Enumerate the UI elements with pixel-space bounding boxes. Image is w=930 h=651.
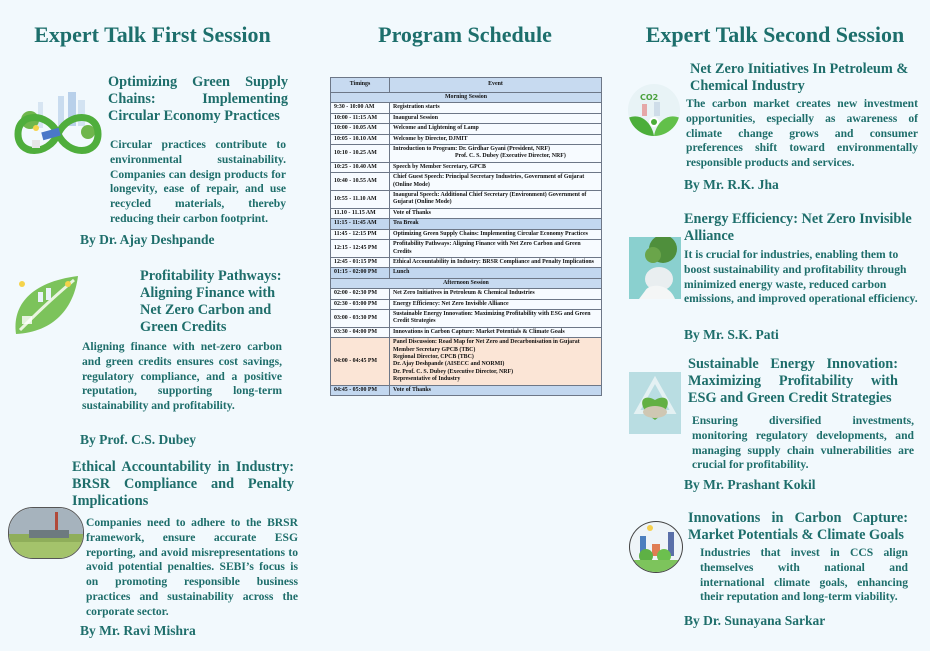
row-time: 10:00 - 11:15 AM [331, 113, 390, 123]
table-row [331, 162, 602, 172]
row-event [390, 268, 602, 278]
event-line: Dr. Ajay Deshpande (AISECC and NORMI) [393, 361, 505, 368]
expert-talk-first-session [0, 0, 305, 651]
event-line: Prof. C. S. Dubey (Executive Director, NRF) [455, 153, 566, 160]
row-time: 12:15 - 12:45 PM [331, 240, 390, 258]
talk-description-text: It is crucial for industries, enabling them to boost sustainability and profitability through minimized energy waste, reduced carbon emissions, and improved operational efficiency. [684, 248, 918, 306]
co2-label: CO2 [640, 93, 659, 102]
green-leaf-city-image [8, 272, 82, 338]
event-line: Tea Break [393, 220, 419, 227]
event-line: Energy Efficiency: Net Zero Invisible Alliance [393, 300, 509, 307]
event-line: Vote of Thanks [393, 386, 431, 393]
event-line: Dr. Prof. C. S. Dubey (Executive Director, NRF) [393, 368, 514, 375]
event-line: Welcome and Lightening of Lamp [393, 125, 479, 132]
row-event [390, 309, 602, 327]
talk-title: Innovations in Carbon Capture: Market Potentials & Climate Goals [688, 510, 908, 543]
table-row [331, 113, 602, 123]
row-event [390, 229, 602, 239]
section-heading: Expert Talk First Session [34, 22, 271, 47]
column-header-timings: Timings [331, 78, 390, 93]
event-line: Sustainable Energy Innovation: Maximizing Profitability with ESG and Green Credit Strategies [393, 310, 591, 325]
table-row [331, 268, 602, 278]
table-row [331, 229, 602, 239]
talk-description [110, 138, 286, 227]
table-row [331, 338, 602, 385]
table-row [331, 309, 602, 327]
row-time: 03:30 - 04:00 PM [331, 327, 390, 337]
recycle-heart-image [629, 372, 681, 434]
event-line: Ethical Accountability in Industry: BRSR Compliance and Penalty Implications [393, 258, 594, 265]
column-header-event: Event [390, 78, 602, 93]
row-time: 11:15 - 11:45 AM [331, 219, 390, 229]
talk-description-text: Companies need to adhere to the BRSR framework, ensure accurate ESG reporting, and avoid misrepresentations to avoid potential penalties. SEBI’s focus is on promoting responsible business practices and sustainability across the corporate sector. [86, 516, 298, 618]
talk-card [684, 211, 916, 245]
table-row [331, 327, 602, 337]
schedule-table [330, 77, 602, 396]
row-event [390, 299, 602, 309]
table-row [331, 240, 602, 258]
talk-description [82, 340, 282, 414]
talk-speaker: By Mr. S.K. Pati [684, 327, 779, 342]
row-time: 10:10 - 10.25 AM [331, 145, 390, 163]
industrial-chimney-image [8, 507, 84, 559]
row-time: 10:40 - 10.55 AM [331, 173, 390, 191]
co2-city-leaf-image [628, 84, 680, 136]
row-time: 11.10 - 11.15 AM [331, 208, 390, 218]
event-line: Profitability Pathways: Aligning Finance with Net Zero Carbon and Green Credits [393, 241, 581, 255]
row-time: 11:45 - 12:15 PM [331, 229, 390, 239]
row-event [390, 191, 602, 209]
row-time: 04:45 - 05:00 PM [331, 385, 390, 395]
row-time: 10:55 - 11.10 AM [331, 191, 390, 209]
event-line: Speech by Member Secretary, GPCB [393, 163, 486, 170]
event-line: Innovations in Carbon Capture: Market Potentials & Climate Goals [393, 328, 565, 335]
row-event [390, 338, 602, 385]
event-line: (Online Mode) [393, 181, 430, 188]
talk-title: Net Zero Initiatives In Petroleum & Chemical Industry [690, 61, 909, 94]
event-line: Welcome by Director, DJMIT [393, 135, 468, 142]
talk-description-text: Aligning finance with net-zero carbon and green credits ensures cost savings, regulatory compliance, and a positive reputation, supporting long-term sustainability and profitability. [82, 340, 282, 413]
row-time: 10:05 - 10.10 AM [331, 134, 390, 144]
session-label: Afternoon Session [331, 278, 602, 288]
row-time: 03:00 - 03:30 PM [331, 309, 390, 327]
talk-description [700, 546, 908, 605]
talk-speaker: By Mr. R.K. Jha [684, 177, 779, 192]
talk-card [688, 510, 908, 544]
program-schedule [320, 0, 610, 651]
row-time: 02:00 - 02:30 PM [331, 289, 390, 299]
talk-card [108, 74, 288, 125]
talk-description-text: The carbon market creates new investment opportunities, especially as awareness of climate change grows and consumer preferences shift toward environmentally responsible products and services. [686, 97, 918, 170]
table-row [331, 124, 602, 134]
table-row [331, 385, 602, 395]
table-row [331, 208, 602, 218]
event-line: Representative of Industry [393, 376, 461, 383]
row-time: 9:30 - 10:00 AM [331, 103, 390, 113]
event-line: Inaugural Session [393, 114, 439, 121]
event-line: Optimizing Green Supply Chains: Implementing Circular Economy Practices [393, 230, 588, 237]
table-row [331, 173, 602, 191]
session-header-row [331, 278, 602, 288]
talk-description-text: Circular practices contribute to environmental sustainability. Companies can design products for longevity, ease of repair, and use recycled materials, thereby reducing their carbon footprint. [110, 138, 286, 225]
row-event [390, 124, 602, 134]
table-header-row [331, 78, 602, 93]
event-line: Member Secretary GPCB (TBC) [393, 346, 476, 353]
row-event [390, 145, 602, 163]
row-time: 01:15 - 02:00 PM [331, 268, 390, 278]
talk-title: Profitability Pathways: Aligning Finance with Net Zero Carbon and Green Credits [140, 268, 282, 335]
talk-description [692, 414, 914, 473]
talk-card [688, 356, 898, 407]
event-line: Chief Guest Speech: Principal Secretary Industries, Government of Gujarat [393, 174, 585, 181]
session-header-row [331, 93, 602, 103]
talk-speaker: By Dr. Ajay Deshpande [80, 232, 215, 247]
talk-card [72, 459, 294, 510]
schedule-body [331, 93, 602, 396]
talk-speaker: By Dr. Sunayana Sarkar [684, 613, 826, 628]
table-row [331, 145, 602, 163]
talk-title: Ethical Accountability in Industry: BRSR Compliance and Penalty Implications [72, 459, 294, 509]
row-event [390, 103, 602, 113]
plant-bulb-image [629, 237, 681, 299]
event-line: Vote of Thanks [393, 209, 431, 216]
table-row [331, 257, 602, 267]
talk-title: Energy Efficiency: Net Zero Invisible Alliance [684, 211, 912, 244]
event-line: Panel Discussion: Road Map for Net Zero and Decarbonisation in Gujarat [393, 339, 580, 346]
row-time: 02:30 - 03:00 PM [331, 299, 390, 309]
table-row [331, 299, 602, 309]
talk-description [686, 97, 918, 171]
circular-economy-image [8, 92, 106, 164]
talk-description [86, 516, 298, 620]
event-line: Registration starts [393, 104, 440, 111]
session-label: Morning Session [331, 93, 602, 103]
row-event [390, 289, 602, 299]
row-time: 10:25 - 10.40 AM [331, 162, 390, 172]
event-line: Regional Director, CPCB (TBC) [393, 353, 474, 360]
talk-speaker: By Mr. Prashant Kokil [684, 477, 816, 492]
row-event [390, 219, 602, 229]
row-event [390, 173, 602, 191]
talk-card [140, 268, 286, 336]
green-city-image [629, 521, 683, 573]
talk-title: Optimizing Green Supply Chains: Implementing Circular Economy Practices [108, 74, 288, 124]
event-line: Introduction to Program: Dr. Girdhar Gyani (President, NRF) [393, 146, 550, 153]
row-event [390, 208, 602, 218]
row-time: 04:00 - 04:45 PM [331, 338, 390, 385]
section-heading: Program Schedule [378, 22, 552, 47]
talk-description-text: Ensuring diversified investments, monitoring regulatory developments, and managing supply chain vulnerabilities are crucial for profitability. [692, 414, 914, 472]
talk-description [684, 248, 922, 307]
table-row [331, 219, 602, 229]
expert-talk-second-session [620, 0, 930, 651]
table-row [331, 103, 602, 113]
row-time: 10:00 - 10.05 AM [331, 124, 390, 134]
table-row [331, 191, 602, 209]
row-event [390, 327, 602, 337]
talk-title: Sustainable Energy Innovation: Maximizing Profitability with ESG and Green Credit Strategies [688, 356, 898, 406]
talk-speaker: By Prof. C.S. Dubey [80, 432, 197, 447]
event-line: Inaugural Speech: Additional Chief Secretary (Environment) Government of Gujarat (Online Mode) [393, 192, 587, 206]
talk-speaker: By Mr. Ravi Mishra [80, 623, 196, 638]
event-line: Lunch [393, 269, 410, 276]
row-event [390, 240, 602, 258]
table-row [331, 289, 602, 299]
row-event [390, 162, 602, 172]
row-event [390, 113, 602, 123]
talk-description-text: Industries that invest in CCS align themselves with national and international climate goals, enhancing their reputation and long-term viability. [700, 546, 908, 604]
event-line: Net Zero Initiatives in Petroleum & Chemical Industries [393, 290, 535, 297]
table-row [331, 134, 602, 144]
row-event [390, 134, 602, 144]
talk-card [690, 61, 920, 95]
row-time: 12:45 - 01:15 PM [331, 257, 390, 267]
section-heading: Expert Talk Second Session [645, 22, 905, 47]
row-event [390, 385, 602, 395]
row-event [390, 257, 602, 267]
